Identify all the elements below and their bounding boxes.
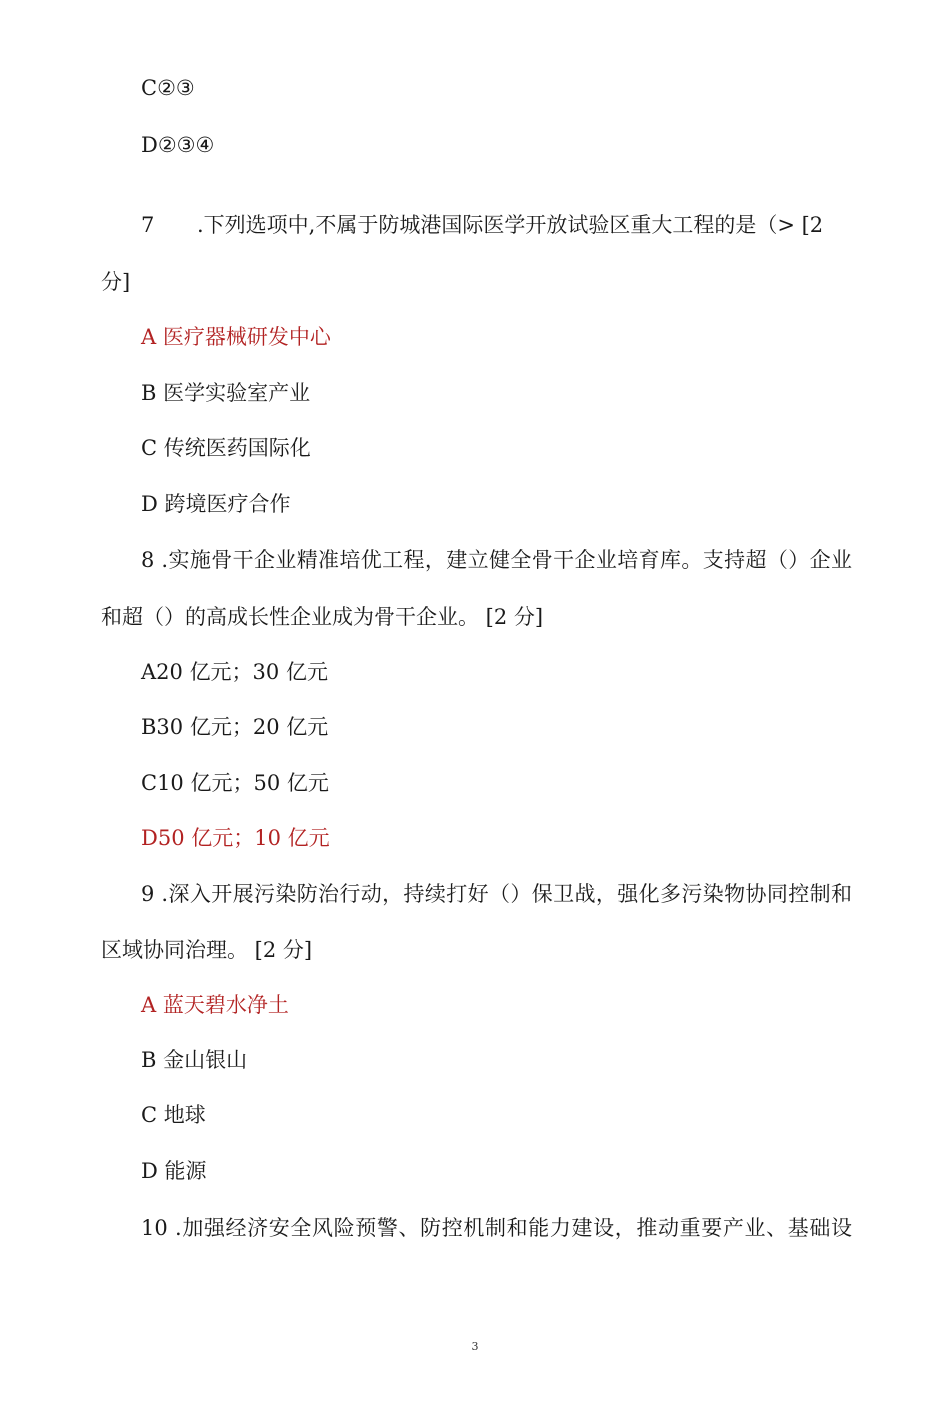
question-8-text-line2: 和超（）的高成长性企业成为骨干企业。 [2 分] [101,605,544,629]
option-c-prev: C②③ [141,76,195,100]
question-7-text-line1: .下列选项中,不属于防城港国际医学开放试验区重大工程的是（> [2 [197,213,824,237]
q8-option-c: C10 亿元；50 亿元 [141,771,329,795]
q8-option-a: A20 亿元；30 亿元 [141,660,328,684]
question-7-number: 7 [141,213,155,237]
q8-option-d: D50 亿元；10 亿元 [141,826,330,850]
q7-option-c: C 传统医药国际化 [141,436,311,460]
q9-option-b: B 金山银山 [141,1048,248,1072]
q9-option-c: C 地球 [141,1103,206,1127]
question-7-text-line2: 分] [101,270,131,294]
question-10-text-line1: 10 .加强经济安全风险预警、防控机制和能力建设，推动重要产业、基础设 [141,1216,852,1240]
question-9-text-line2: 区域协同治理。 [2 分] [101,938,313,962]
q9-option-d: D 能源 [141,1159,207,1183]
option-d-prev: D②③④ [141,133,215,157]
question-9-text-line1: 9 .深入开展污染防治行动，持续打好（）保卫战，强化多污染物协同控制和 [141,882,852,906]
q7-option-a: A 医疗器械研发中心 [141,325,331,349]
question-8-text-line1: 8 .实施骨干企业精准培优工程，建立健全骨干企业培育库。支持超（）企业 [141,548,852,572]
q9-option-a: A 蓝天碧水净土 [141,993,289,1017]
page-number: 3 [471,1340,479,1353]
q7-option-d: D 跨境医疗合作 [141,492,291,516]
q8-option-b: B30 亿元；20 亿元 [141,715,329,739]
q7-option-b: B 医学实验室产业 [141,381,311,405]
question-7 [141,211,823,239]
